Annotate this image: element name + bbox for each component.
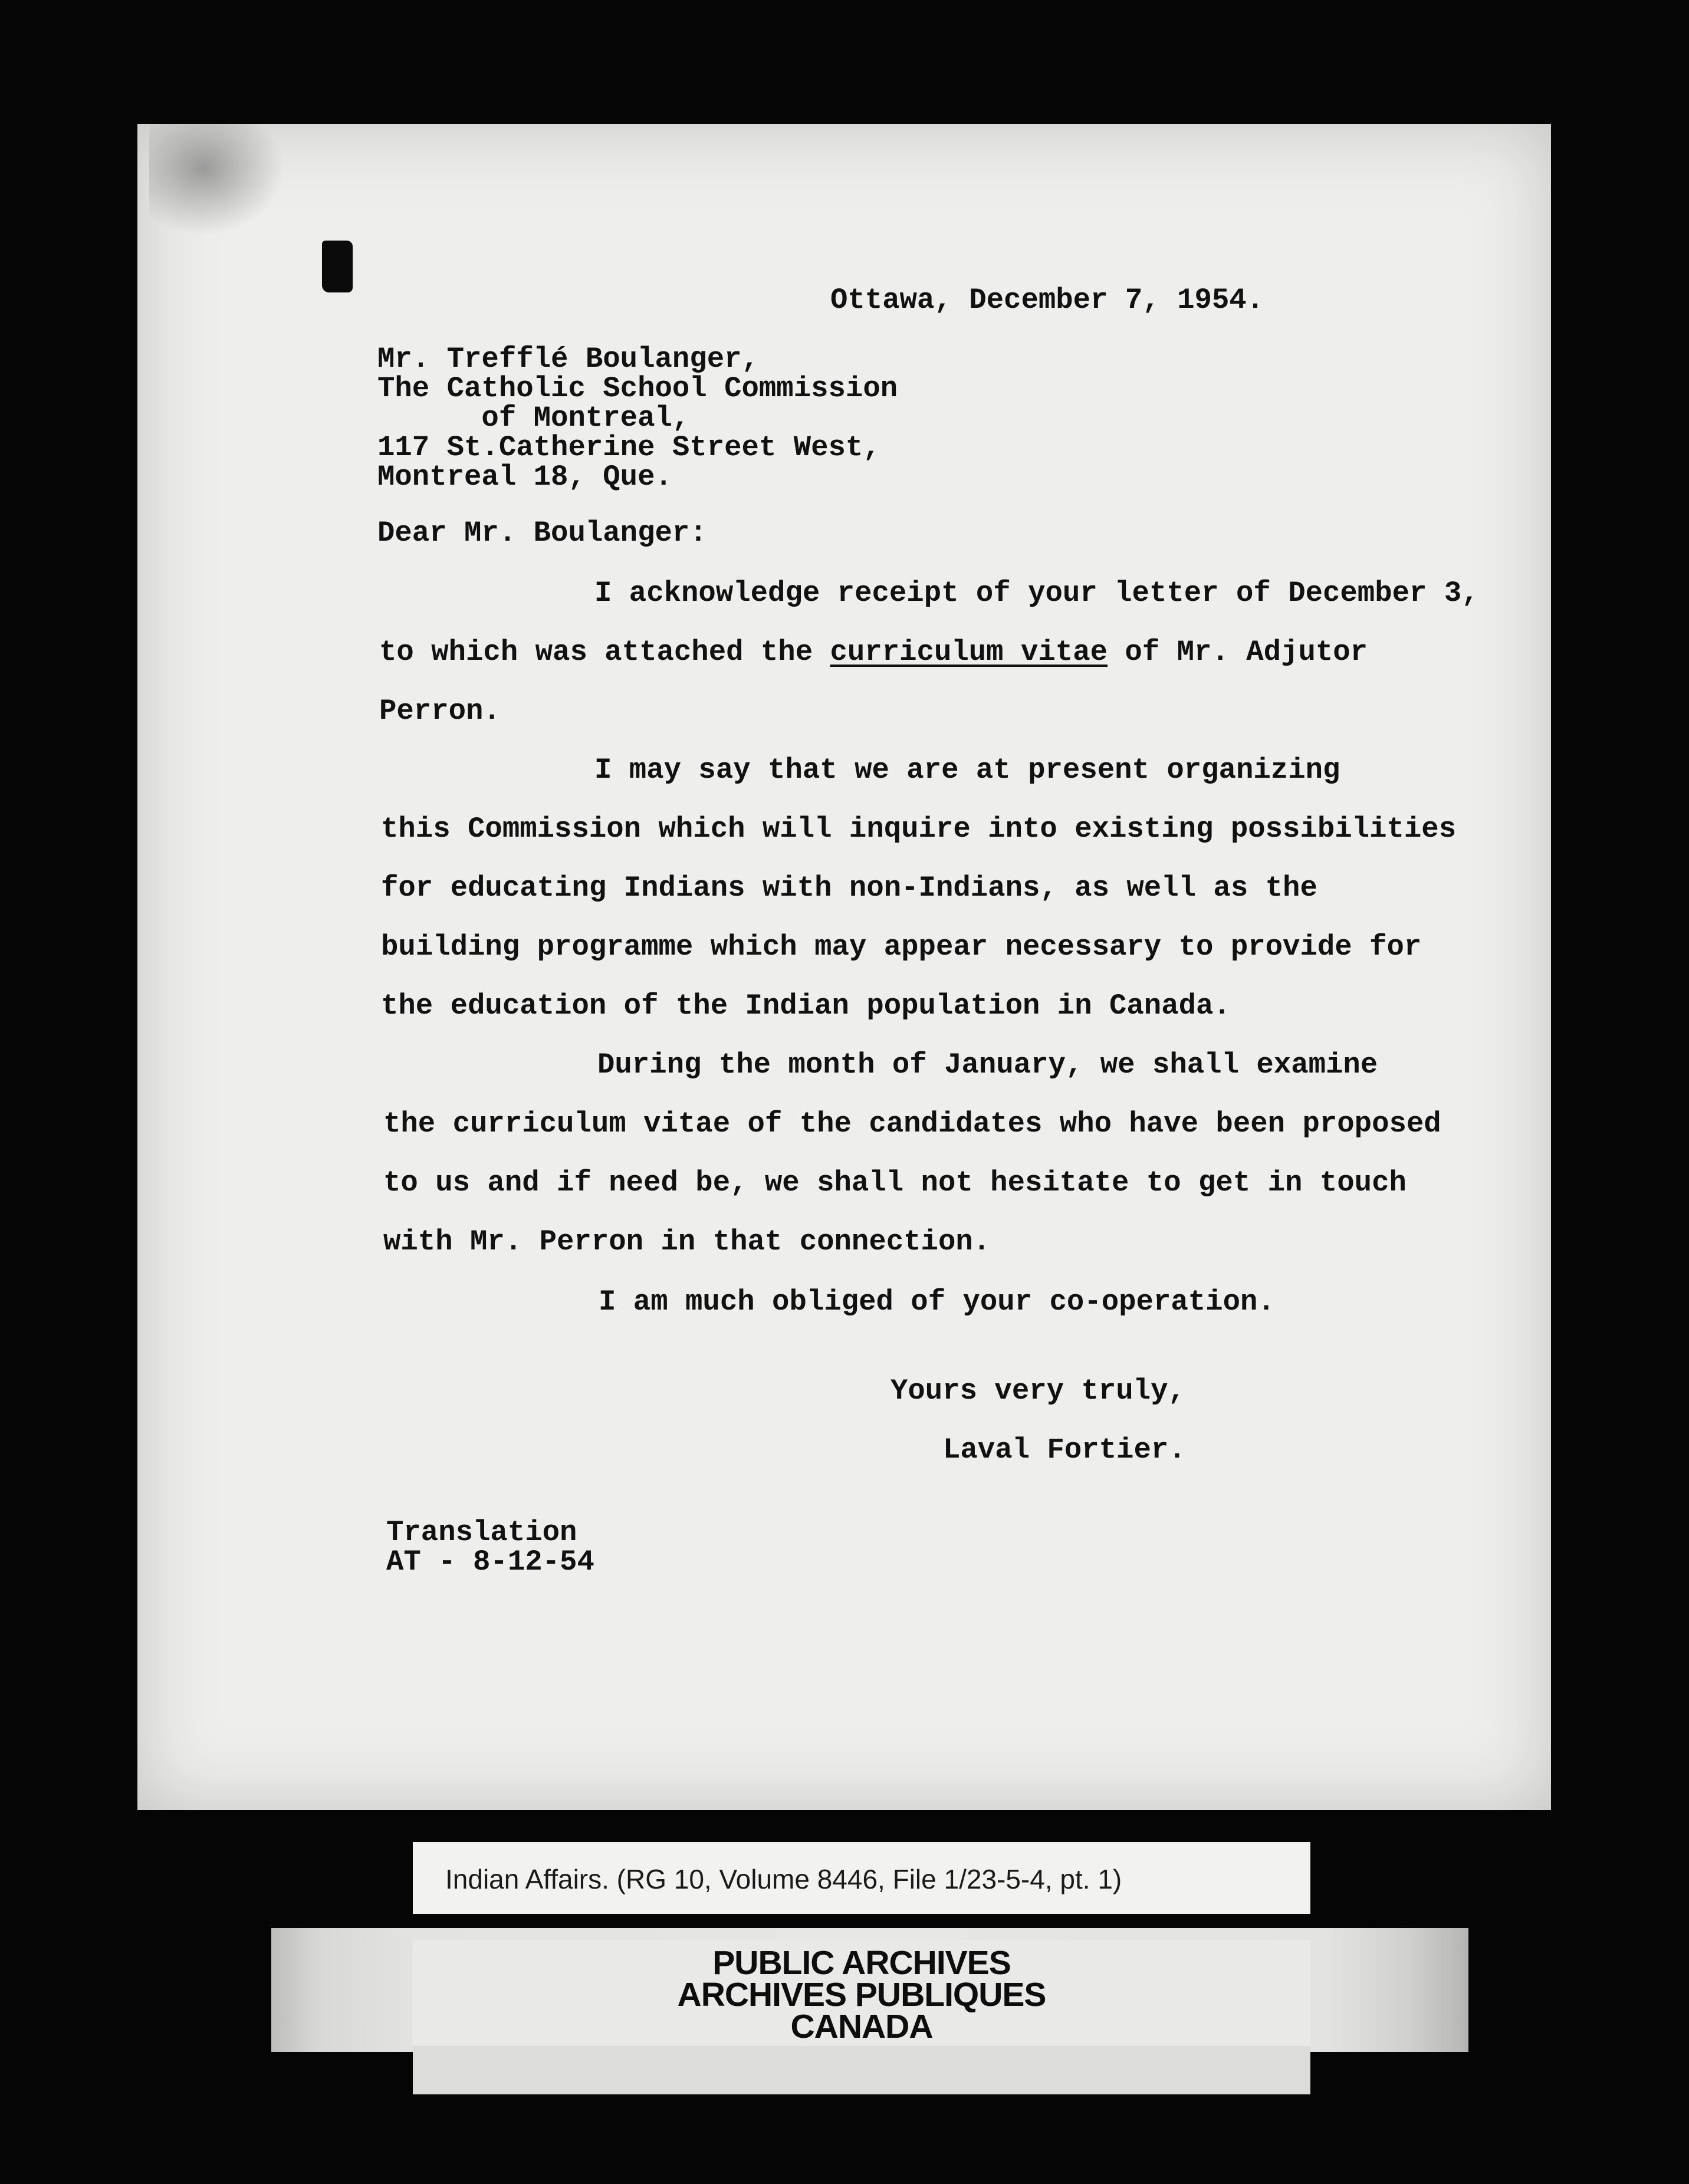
punch-hole-mark: [322, 241, 353, 292]
p1-line-2: [379, 636, 1368, 669]
archive-reference-text: Indian Affairs. (RG 10, Volume 8446, File 1/23-5-4, pt. 1): [445, 1864, 1122, 1894]
translation-note-line-2: AT - 8-12-54: [386, 1545, 594, 1578]
p1-line-2-end: of Mr. Adjutor: [1108, 636, 1368, 669]
closing: Yours very truly,: [890, 1374, 1185, 1407]
address-line-1: Mr. Trefflé Boulanger,: [377, 343, 759, 376]
stamp-line-1: PUBLIC ARCHIVES: [712, 1944, 1011, 1982]
p1-line-2-start: to which was attached the: [379, 636, 830, 669]
signature: Laval Fortier.: [943, 1433, 1186, 1466]
archive-stamp-bottom-strip: [413, 2046, 1310, 2094]
date-line: Ottawa, December 7, 1954.: [830, 284, 1264, 317]
p1-line-3: Perron.: [379, 695, 501, 728]
letter-page: [137, 124, 1551, 1810]
p2-line-3: for educating Indians with non-Indians, as well as the: [381, 871, 1317, 904]
address-line-5: Montreal 18, Que.: [377, 461, 672, 494]
p3-line-2: the curriculum vitae of the candidates who have been proposed: [383, 1107, 1441, 1140]
address-line-3: of Montreal,: [377, 402, 690, 435]
archive-reference-label: [413, 1842, 1310, 1914]
archive-stamp: [413, 1940, 1310, 2046]
address-line-4: 117 St.Catherine Street West,: [377, 431, 880, 464]
address-line-2: The Catholic School Commission: [377, 372, 898, 405]
salutation: Dear Mr. Boulanger:: [377, 517, 707, 550]
p3-line-1: During the month of January, we shall examine: [597, 1048, 1378, 1081]
p4-line: I am much obliged of your co-operation.: [599, 1285, 1275, 1318]
page-smudge: [149, 124, 285, 236]
p2-line-4: building programme which may appear necessary to provide for: [381, 930, 1422, 963]
p2-line-2: this Commission which will inquire into existing possibilities: [381, 813, 1457, 846]
p3-line-4: with Mr. Perron in that connection.: [383, 1225, 991, 1258]
stamp-line-2: ARCHIVES PUBLIQUES: [677, 1976, 1046, 2014]
p2-line-1: I may say that we are at present organizing: [594, 754, 1340, 787]
translation-note-line-1: Translation: [386, 1516, 577, 1549]
stamp-line-3: CANADA: [790, 2008, 933, 2045]
p2-line-5: the education of the Indian population in Canada.: [381, 989, 1231, 1022]
p1-line-1: I acknowledge receipt of your letter of December 3,: [594, 577, 1479, 610]
p3-line-3: to us and if need be, we shall not hesitate to get in touch: [383, 1166, 1407, 1199]
underlined-curriculum-vitae: curriculum vitae: [830, 636, 1108, 669]
